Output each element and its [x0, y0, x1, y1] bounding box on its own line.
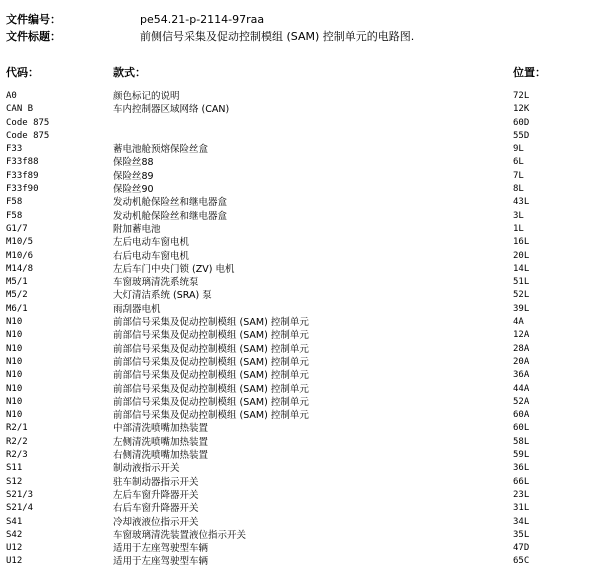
component-code: S21/3 [6, 489, 34, 500]
component-description: 左后车门中央门锁 (ZV) 电机 [113, 263, 235, 275]
component-description: 适用于左座驾驶型车辆 [113, 543, 209, 555]
component-code: A0 [6, 91, 17, 101]
component-position: 65C [513, 556, 530, 567]
component-code: M10/5 [6, 237, 34, 248]
component-position: 58L [513, 436, 530, 447]
component-description: 前部信号采集及促动控制模组 (SAM) 控制单元 [113, 330, 309, 342]
component-description: 保险丝90 [113, 184, 154, 196]
doc-number-value: pe54.21-p-2114-97raa [140, 13, 265, 26]
component-code: Code 875 [6, 117, 50, 128]
list-item [0, 276, 601, 289]
component-code: R2/2 [6, 436, 28, 447]
component-code: Code 875 [6, 130, 50, 141]
list-item [0, 422, 601, 435]
component-description: 前部信号采集及促动控制模组 (SAM) 控制单元 [113, 317, 309, 329]
list-item [0, 489, 601, 502]
component-code: F33f90 [6, 184, 39, 195]
list-item [0, 516, 601, 529]
component-position: 6L [513, 157, 524, 168]
component-code: U12 [6, 543, 23, 554]
component-code: N10 [6, 383, 23, 394]
desc-column-header: 款式： [113, 66, 146, 79]
component-description: 制动液指示开关 [113, 463, 180, 475]
list-item [0, 502, 601, 515]
component-code: S11 [6, 463, 23, 474]
component-code: F58 [6, 210, 23, 221]
component-description: 前部信号采集及促动控制模组 (SAM) 控制单元 [113, 370, 309, 382]
component-description: 左侧清洗喷嘴加热装置 [113, 436, 209, 448]
component-description: 驻车制动器指示开关 [113, 476, 199, 488]
component-position: 60L [513, 423, 530, 434]
component-position: 34L [513, 516, 530, 527]
component-code: M5/1 [6, 277, 28, 288]
component-position: 66L [513, 476, 530, 487]
component-position: 1L [513, 223, 524, 234]
component-description: 车窗玻璃清洗装置液位指示开关 [113, 529, 247, 541]
list-item [0, 542, 601, 555]
list-item [0, 250, 601, 263]
list-item [0, 183, 601, 196]
component-code: F58 [6, 197, 23, 208]
component-code: N10 [6, 370, 23, 381]
list-item [0, 462, 601, 475]
component-position: 72L [513, 91, 530, 101]
component-description: 保险丝88 [113, 157, 154, 169]
component-code: G1/7 [6, 223, 28, 234]
list-item [0, 103, 601, 116]
component-position: 52A [513, 396, 530, 407]
component-position: 36A [513, 370, 530, 381]
list-item [0, 356, 601, 369]
component-description: 保险丝89 [113, 170, 154, 182]
doc-number-label: 文件编号： [6, 13, 61, 26]
component-code: N10 [6, 343, 23, 354]
doc-title-label: 文件标题： [6, 30, 61, 43]
component-code: M14/8 [6, 263, 34, 274]
list-item [0, 223, 601, 236]
component-position: 28A [513, 343, 530, 354]
component-code: M6/1 [6, 303, 28, 314]
component-description: 适用于左座驾驶型车辆 [113, 556, 209, 568]
component-description: 左后车窗升降器开关 [113, 489, 199, 501]
component-description: 右后车窗升降器开关 [113, 503, 199, 515]
list-item [0, 143, 601, 156]
component-position: 3L [513, 210, 524, 221]
list-item [0, 369, 601, 382]
component-position: 31L [513, 503, 530, 514]
component-position: 8L [513, 184, 524, 195]
list-item [0, 316, 601, 329]
list-item [0, 343, 601, 356]
list-item [0, 436, 601, 449]
component-description: 前部信号采集及促动控制模组 (SAM) 控制单元 [113, 356, 309, 368]
component-position: 35L [513, 529, 530, 540]
list-item [0, 409, 601, 422]
component-description: 前部信号采集及促动控制模组 (SAM) 控制单元 [113, 410, 309, 422]
component-position: 23L [513, 489, 530, 500]
component-position: 39L [513, 303, 530, 314]
component-position: 47D [513, 543, 530, 554]
component-code: R2/1 [6, 423, 28, 434]
list-item [0, 90, 601, 103]
component-position: 14L [513, 263, 530, 274]
component-code: S21/4 [6, 503, 34, 514]
doc-title-value: 前侧信号采集及促动控制模组 (SAM) 控制单元的电路图. [140, 30, 415, 43]
list-item [0, 383, 601, 396]
component-code: U12 [6, 556, 23, 567]
component-description: 蓄电池舱预熔保险丝盒 [113, 144, 209, 156]
code-column-header: 代码： [6, 66, 39, 79]
component-description: 右后电动车窗电机 [113, 250, 190, 262]
list-item [0, 303, 601, 316]
list-item [0, 289, 601, 302]
list-item [0, 329, 601, 342]
component-code: N10 [6, 410, 23, 421]
component-position: 60D [513, 117, 530, 128]
list-item [0, 236, 601, 249]
list-item [0, 396, 601, 409]
component-position: 52L [513, 290, 530, 301]
list-item [0, 156, 601, 169]
component-code: CAN B [6, 104, 34, 115]
component-description: 车窗玻璃清洗系统泵 [113, 277, 199, 289]
component-position: 36L [513, 463, 530, 474]
list-item [0, 210, 601, 223]
component-position: 7L [513, 170, 524, 181]
component-position: 20A [513, 356, 530, 367]
component-description: 发动机舱保险丝和继电器盒 [113, 210, 228, 222]
list-item [0, 130, 601, 143]
component-description: 大灯清洁系统 (SRA) 泵 [113, 290, 212, 302]
component-description: 前部信号采集及促动控制模组 (SAM) 控制单元 [113, 396, 309, 408]
list-item [0, 449, 601, 462]
list-item [0, 117, 601, 130]
component-code: S12 [6, 476, 23, 487]
component-code: F33f88 [6, 157, 39, 168]
component-description: 雨刮器电机 [113, 303, 161, 315]
component-position: 60A [513, 410, 530, 421]
component-position: 55D [513, 130, 530, 141]
component-description: 左后电动车窗电机 [113, 237, 190, 249]
component-position: 51L [513, 277, 530, 288]
list-item [0, 529, 601, 542]
component-position: 12K [513, 104, 530, 115]
component-code: N10 [6, 317, 23, 328]
component-description: 前部信号采集及促动控制模组 (SAM) 控制单元 [113, 383, 309, 395]
component-code: M5/2 [6, 290, 28, 301]
component-description: 附加蓄电池 [113, 223, 161, 235]
list-item [0, 476, 601, 489]
component-position: 16L [513, 237, 530, 248]
component-description: 发动机舱保险丝和继电器盒 [113, 197, 228, 209]
component-code: R2/3 [6, 450, 28, 461]
component-list [0, 90, 601, 569]
list-item [0, 170, 601, 183]
pos-column-header: 位置： [513, 66, 546, 79]
component-position: 9L [513, 144, 524, 155]
component-position: 59L [513, 450, 530, 461]
component-code: N10 [6, 356, 23, 367]
list-item [0, 196, 601, 209]
component-position: 4A [513, 317, 524, 328]
component-position: 43L [513, 197, 530, 208]
component-code: F33f89 [6, 170, 39, 181]
component-description: 颜色标记的说明 [113, 91, 180, 102]
component-position: 44A [513, 383, 530, 394]
component-code: N10 [6, 396, 23, 407]
component-code: F33 [6, 144, 23, 155]
component-position: 20L [513, 250, 530, 261]
component-code: N10 [6, 330, 23, 341]
component-description: 中部清洗喷嘴加热装置 [113, 423, 209, 435]
component-position: 12A [513, 330, 530, 341]
list-item [0, 263, 601, 276]
component-description: 右侧清洗喷嘴加热装置 [113, 450, 209, 462]
component-description: 前部信号采集及促动控制模组 (SAM) 控制单元 [113, 343, 309, 355]
component-description: 冷却液液位指示开关 [113, 516, 199, 528]
component-description: 车内控制器区域网络 (CAN) [113, 104, 230, 116]
component-code: S42 [6, 529, 23, 540]
component-code: M10/6 [6, 250, 34, 261]
component-code: S41 [6, 516, 23, 527]
